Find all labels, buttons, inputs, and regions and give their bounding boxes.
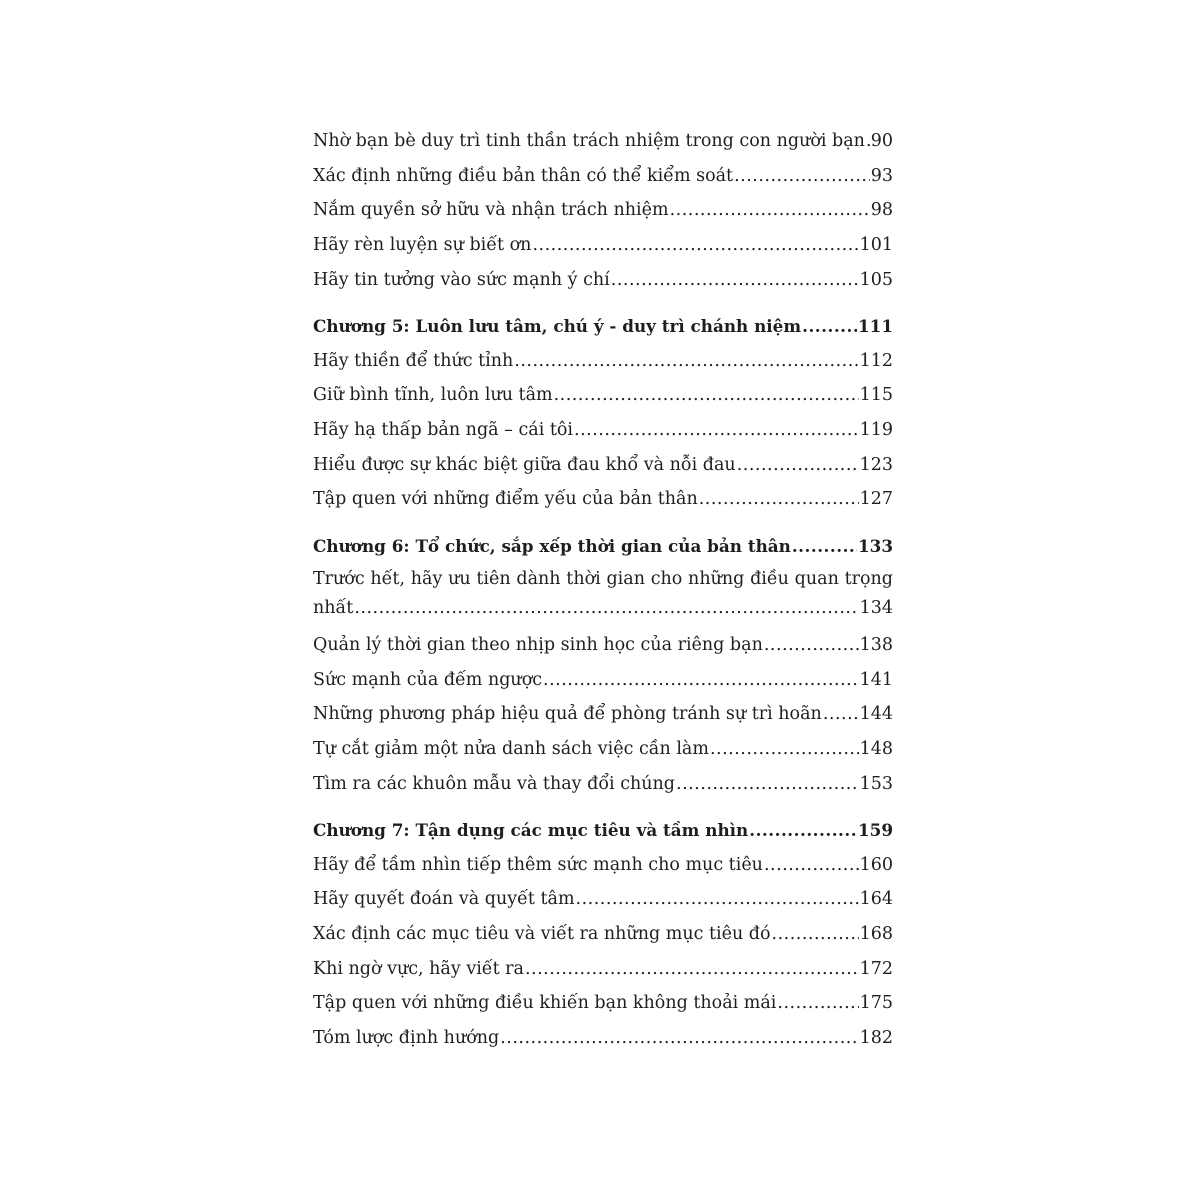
toc-entry [313, 413, 893, 448]
toc-entry-title: Tập quen với những điểm yếu của bản thân [313, 489, 698, 510]
toc-chapter-title: Chương 7: Tận dụng các mục tiêu và tầm nhìn [313, 819, 749, 840]
dot-leader [734, 159, 870, 194]
toc-entry-page: 93 [870, 165, 893, 186]
dot-leader [500, 1021, 858, 1056]
toc-entry-page: 168 [859, 923, 893, 944]
dot-leader [823, 697, 859, 732]
toc-chapter-page: 159 [857, 819, 893, 840]
toc-entry-title: Tự cắt giảm một nửa danh sách việc cần làm [313, 739, 709, 759]
dot-leader [676, 767, 859, 802]
toc-entry-page: 172 [859, 958, 893, 979]
toc-entry-page: 175 [859, 993, 893, 1014]
toc-entry-title: Giữ bình tĩnh, luôn lưu tâm [313, 385, 553, 406]
toc-entry-page: 148 [859, 739, 893, 759]
toc-entry-title: Sức mạnh của đếm ngược [313, 669, 543, 690]
dot-leader [532, 228, 858, 263]
toc-chapter-heading [313, 529, 893, 564]
toc-entry [313, 917, 893, 952]
toc-entry-page: 153 [859, 773, 893, 794]
toc-chapter-title: Chương 6: Tổ chức, sắp xếp thời gian của bản thân [313, 535, 791, 556]
toc-entry-page: 105 [859, 269, 893, 290]
toc-entry [313, 228, 893, 263]
toc-entry-page: 90 [870, 131, 893, 151]
table-of-contents [313, 124, 893, 1056]
toc-entry-continuation [313, 594, 893, 623]
toc-entry-title: Tìm ra các khuôn mẫu và thay đổi chúng [313, 773, 676, 794]
toc-entry-title: Hãy tin tưởng vào sức mạnh ý chí [313, 269, 610, 290]
toc-entry-title: Hãy để tầm nhìn tiếp thêm sức mạnh cho mục tiêu [313, 854, 763, 875]
dot-leader [670, 193, 870, 228]
dot-leader [699, 482, 859, 517]
dot-leader [764, 848, 859, 883]
toc-entry-title: Hãy rèn luyện sự biết ơn [313, 235, 532, 256]
toc-entry-title: Hiểu được sự khác biệt giữa đau khổ và nỗi đau [313, 454, 736, 475]
toc-entry-title: Những phương pháp hiệu quả để phòng tránh sự trì hoãn [313, 704, 822, 725]
toc-chapter-title: Chương 5: Luôn lưu tâm, chú ý - duy trì chánh niệm [313, 315, 802, 336]
dot-leader [749, 813, 857, 848]
toc-entry-title: Tóm lược định hướng [313, 1028, 500, 1048]
toc-entry [313, 663, 893, 698]
dot-leader [576, 882, 859, 917]
toc-entry-title: Hãy hạ thấp bản ngã – cái tôi [313, 420, 574, 440]
toc-entry-page: 182 [859, 1028, 893, 1048]
toc-chapter-page: 111 [857, 315, 893, 336]
toc-chapter-heading [313, 309, 893, 344]
dot-leader [777, 986, 858, 1021]
toc-entry [313, 344, 893, 379]
toc-entry-title: Quản lý thời gian theo nhịp sinh học của riêng bạn [313, 634, 763, 655]
toc-entry [313, 732, 893, 767]
toc-entry [313, 159, 893, 194]
toc-entry-page: 134 [859, 598, 893, 619]
toc-chapter-page: 133 [857, 535, 893, 556]
toc-entry-title: Xác định những điều bản thân có thể kiểm soát [313, 165, 734, 186]
toc-entry-title-line2: nhất [313, 598, 354, 619]
dot-leader [525, 952, 859, 987]
toc-entry [313, 986, 893, 1021]
toc-entry-page: 138 [859, 634, 893, 655]
toc-entry-page: 144 [859, 704, 893, 725]
dot-leader [764, 628, 859, 663]
dot-leader [354, 594, 858, 623]
dot-leader [543, 663, 859, 698]
toc-entry-page: 160 [859, 854, 893, 875]
toc-entry-page: 98 [870, 200, 893, 221]
toc-entry-page: 141 [859, 669, 893, 690]
dot-leader [772, 917, 859, 952]
toc-entry [313, 263, 893, 298]
toc-entry-page: 123 [859, 454, 893, 475]
toc-entry [313, 482, 893, 517]
toc-entry [313, 378, 893, 413]
dot-leader [710, 732, 859, 767]
toc-entry-title: Hãy thiền để thức tỉnh [313, 350, 514, 371]
toc-entry [313, 628, 893, 663]
toc-entry-title: Hãy quyết đoán và quyết tâm [313, 889, 575, 910]
toc-entry-title: Nhờ bạn bè duy trì tinh thần trách nhiệm trong con người bạn [313, 131, 865, 151]
toc-entry-title-line1: Trước hết, hãy ưu tiên dành thời gian cho những điều quan trọng [313, 569, 893, 590]
toc-chapter-heading [313, 813, 893, 848]
dot-leader [611, 263, 859, 298]
dot-leader [792, 529, 857, 564]
toc-entry-page: 127 [859, 489, 893, 510]
toc-entry-page: 112 [859, 350, 893, 371]
toc-entry [313, 767, 893, 802]
toc-entry [313, 882, 893, 917]
toc-entry-title: Xác định các mục tiêu và viết ra những mục tiêu đó [313, 923, 771, 944]
toc-entry [313, 952, 893, 987]
toc-entry [313, 848, 893, 883]
toc-entry-page: 115 [859, 385, 893, 406]
toc-entry-page: 101 [859, 235, 893, 256]
toc-entry [313, 697, 893, 732]
toc-entry-page: 164 [859, 889, 893, 910]
toc-entry [313, 1021, 893, 1056]
dot-leader [802, 309, 857, 344]
toc-entry-title: Khi ngờ vực, hãy viết ra [313, 958, 524, 979]
dot-leader [866, 124, 870, 159]
dot-leader [554, 378, 859, 413]
toc-entry-title: Nắm quyền sở hữu và nhận trách nhiệm [313, 200, 669, 221]
toc-entry [313, 448, 893, 483]
dot-leader [514, 344, 858, 379]
toc-entry-title: Tập quen với những điều khiến bạn không thoải mái [313, 993, 777, 1014]
toc-entry [313, 124, 893, 159]
toc-entry-page: 119 [859, 420, 893, 440]
dot-leader [574, 413, 859, 448]
toc-entry [313, 563, 893, 628]
toc-entry [313, 193, 893, 228]
dot-leader [737, 448, 859, 483]
